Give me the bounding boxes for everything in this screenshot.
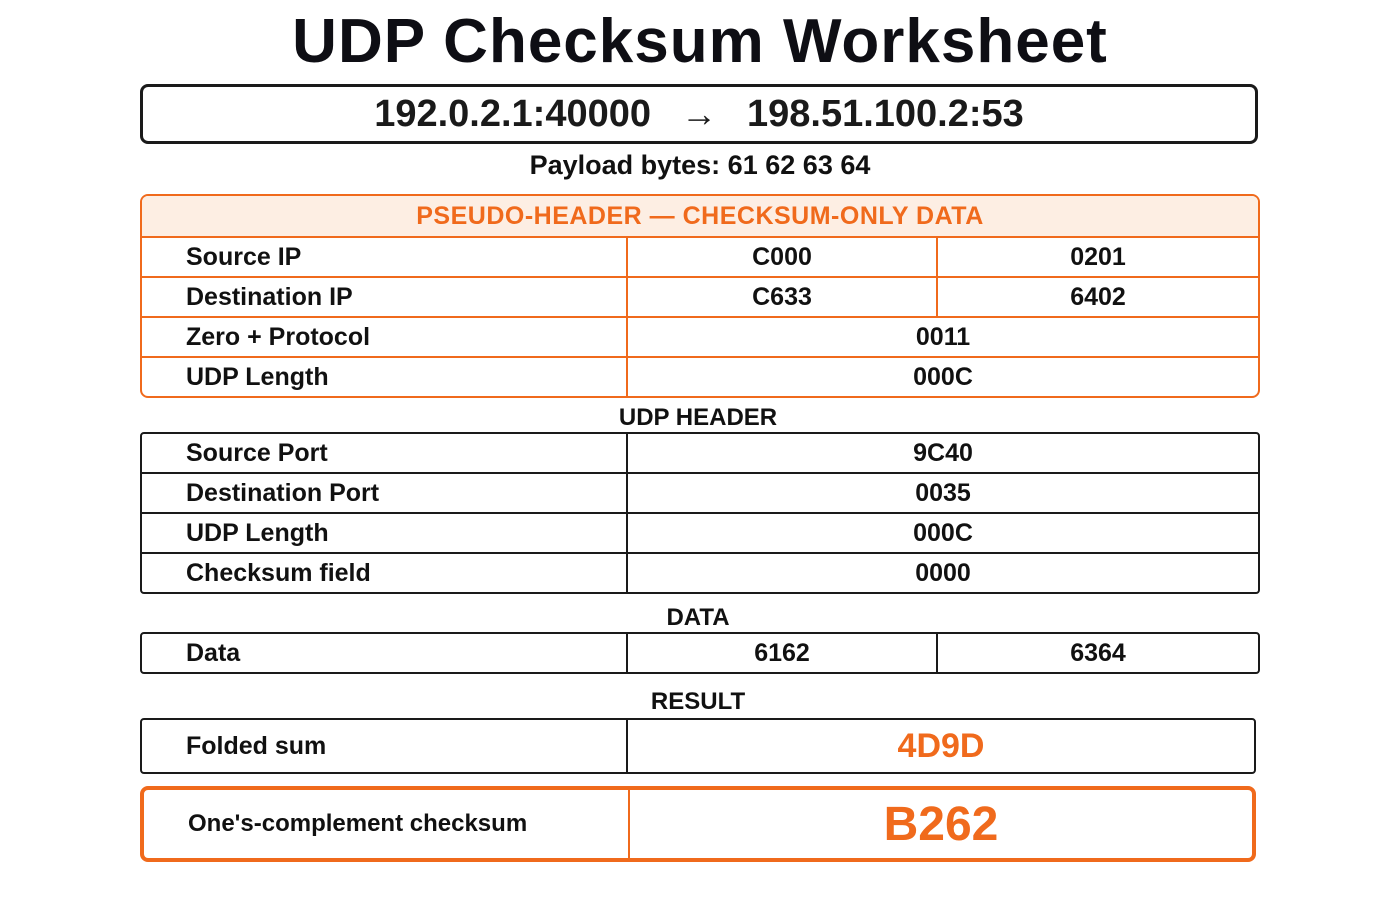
table-row [142,238,1258,278]
row-value: 9C40 [628,434,1258,474]
row-label: Destination Port [142,474,628,514]
row-label: Zero + Protocol [142,318,628,358]
row-label: UDP Length [142,514,628,554]
table-row [142,554,1258,592]
table-row [142,358,1258,396]
udp-header-heading: UDP HEADER [618,404,778,431]
row-label: UDP Length [142,358,628,396]
row-label: Source Port [142,434,628,474]
row-value: 0035 [628,474,1258,514]
row-value: C000 [628,238,938,278]
row-value: 6364 [1070,638,1126,667]
row-value: 000C [628,514,1258,554]
row-value: 6162 [628,634,938,672]
folded-sum-row [140,718,1256,774]
table-row [142,434,1258,474]
row-value: 0201 [938,238,1258,278]
payload-line [0,150,1400,181]
row-value: 0000 [915,558,971,587]
pseudo-header-heading: PSEUDO-HEADER — CHECKSUM-ONLY DATA [142,196,1258,238]
pseudo-header-table [140,194,1260,398]
payload-label: Payload bytes: [529,150,721,180]
folded-sum-label: Folded sum [142,720,628,772]
table-row [142,474,1258,514]
destination-endpoint: 198.51.100.2:53 [747,92,1024,135]
source-endpoint: 192.0.2.1:40000 [374,92,651,135]
row-label: Source IP [142,238,628,278]
row-value: 0011 [628,318,1258,358]
page-title: UDP Checksum Worksheet [292,7,1108,76]
arrow-right-icon: → [681,93,717,134]
data-table [140,632,1260,674]
udp-header-table [140,432,1260,594]
row-label: Data [142,634,628,672]
checksum-row [140,786,1256,862]
result-heading: RESULT [650,688,746,715]
table-row [142,318,1258,358]
table-row [142,634,1258,672]
row-value: 6402 [938,278,1258,318]
checksum-label: One's-complement checksum [144,790,630,858]
row-value: C633 [628,278,938,318]
payload-byte: 62 [765,150,796,180]
folded-sum-value: 4D9D [897,726,985,765]
row-label: Checksum field [142,554,628,592]
payload-byte: 63 [802,150,833,180]
endpoint-bar [140,84,1258,144]
table-row [142,278,1258,318]
table-row [142,514,1258,554]
data-heading: DATA [666,604,730,631]
checksum-value: B262 [883,797,999,851]
payload-byte: 61 [727,150,758,180]
row-label: Destination IP [142,278,628,318]
payload-byte: 64 [840,150,871,180]
row-value: 000C [913,362,973,391]
